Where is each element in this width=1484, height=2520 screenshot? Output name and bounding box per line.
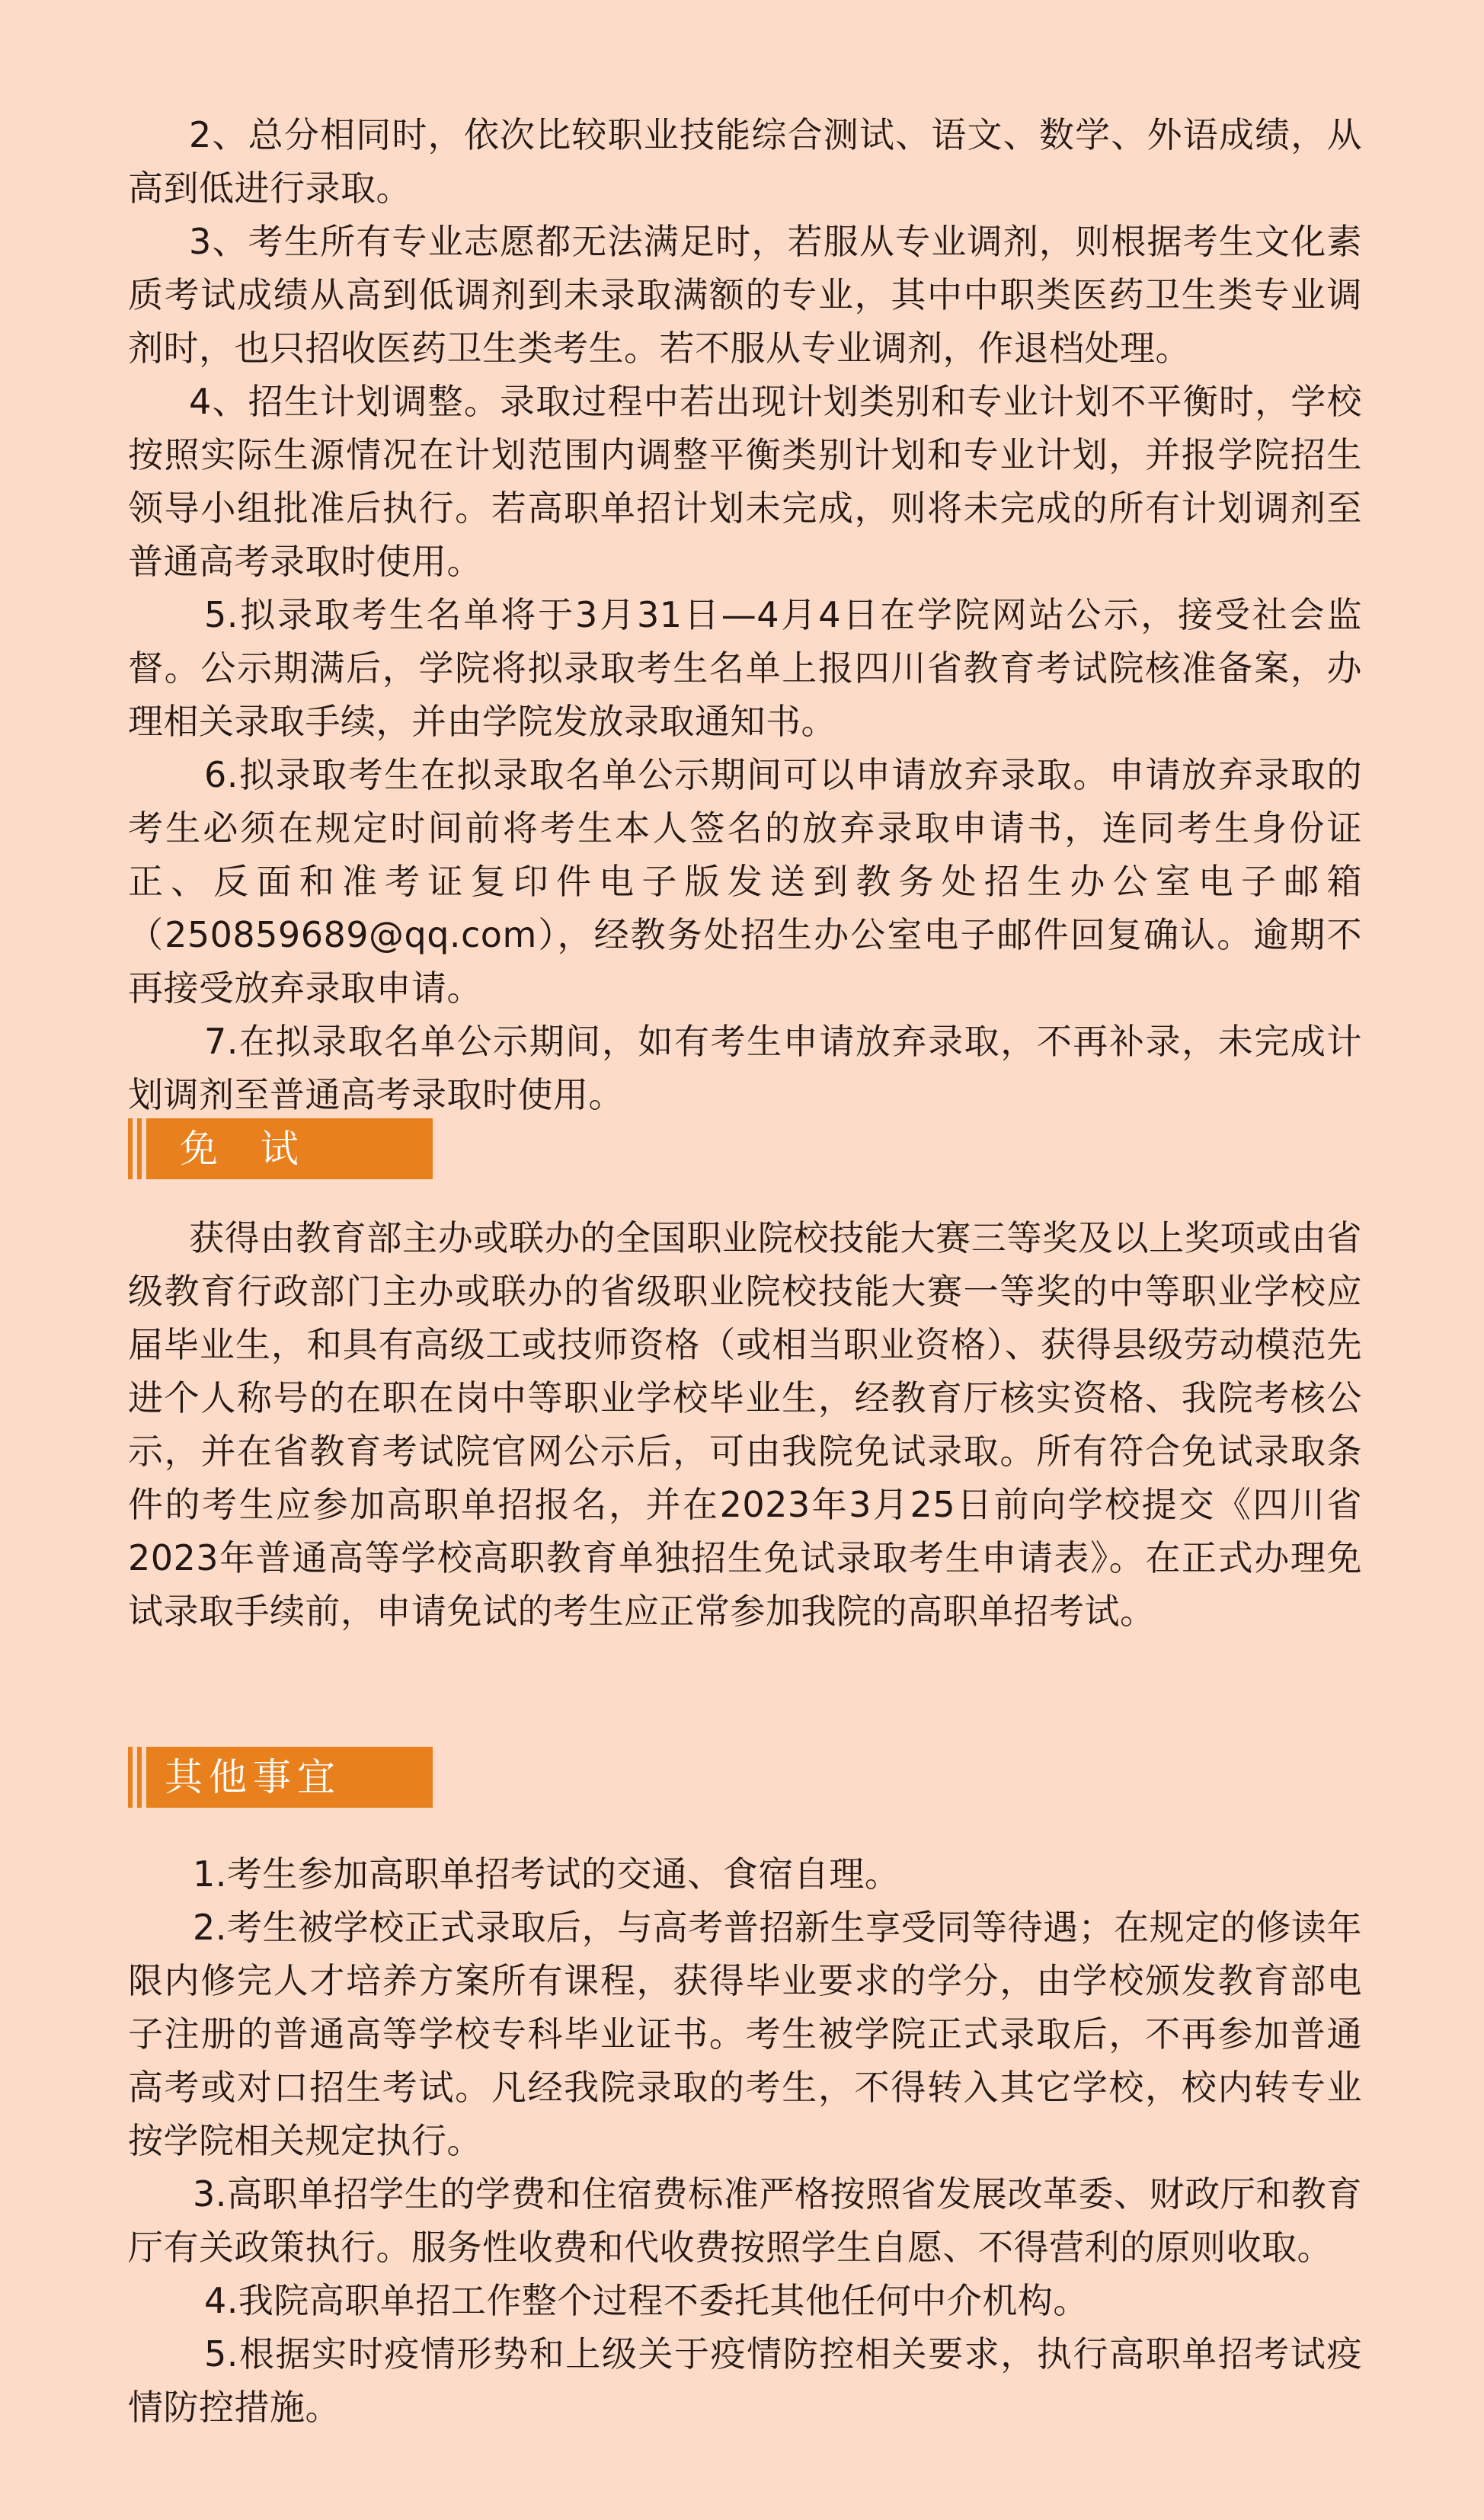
header-stripe — [137, 1118, 142, 1179]
paragraph-rule-2: 2、总分相同时，依次比较职业技能综合测试、语文、数学、外语成绩，从高到低进行录取。 — [128, 114, 1362, 209]
paragraph-rule-7: 7.在拟录取名单公示期间，如有考生申请放弃录取，不再补录，未完成计划调剂至普通高考录取时使用。 — [128, 1021, 1362, 1115]
paragraph-other-4: 4.我院高职单招工作整个过程不委托其他任何中介机构。 — [204, 2280, 1089, 2321]
other-matters-text — [128, 1847, 1362, 2434]
paragraph-rule-4: 4、招生计划调整。录取过程中若出现计划类别和专业计划不平衡时，学校按照实际生源情况在计划范围内调整平衡类别计划和专业计划，并报学院招生领导小组批准后执行。若高职单招计划未完成，则将未完成的所有计划调剂至普通高考录取时使用。 — [128, 381, 1362, 582]
paragraph-other-3: 3.高职单招学生的学费和住宿费标准严格按照省发展改革委、财政厅和教育厅有关政策执行。服务性收费和代收费按照学生自愿、不得营利的原则收取。 — [128, 2173, 1362, 2268]
header-stripe — [137, 1747, 142, 1808]
admission-rules-text — [128, 108, 1362, 1121]
paragraph-other-5: 5.根据实时疫情形势和上级关于疫情防控相关要求，执行高职单招考试疫情防控措施。 — [128, 2333, 1362, 2428]
header-stripe — [128, 1118, 133, 1179]
paragraph-rule-5: 5.拟录取考生名单将于3月31日—4月4日在学院网站公示，接受社会监督。公示期满后，学院将拟录取考生名单上报四川省教育考试院核准备案，办理相关录取手续，并由学院发放录取通知书。 — [128, 594, 1362, 742]
paragraph-rule-6: 6.拟录取考生在拟录取名单公示期间可以申请放弃录取。申请放弃录取的考生必须在规定时间前将考生本人签名的放弃录取申请书，连同考生身份证正、反面和准考证复印件电子版发送到教务处招生办公室电子邮箱（250859689@qq.com），经教务处招生办公室电子邮件回复确认。逾期不再接受放弃录取申请。 — [128, 754, 1362, 1009]
paragraph-other-1: 1.考生参加高职单招考试的交通、食宿自理。 — [193, 1853, 900, 1895]
exemption-text — [128, 1211, 1362, 1638]
paragraph-exemption: 获得由教育部主办或联办的全国职业院校技能大赛三等奖及以上奖项或由省级教育行政部门主办或联办的省级职业院校技能大赛一等奖的中等职业学校应届毕业生，和具有高级工或技师资格（或相当职业资格）、获得县级劳动模范先进个人称号的在职在岗中等职业学校毕业生，经教育厅核实资格、我院考核公示，并在省教育考试院官网公示后，可由我院免试录取。所有符合免试录取条件的考生应参加高职单招报名，并在2023年3月25日前向学校提交《四川省2023年普通高等学校高职教育单独招生免试录取考生申请表》。在正式办理免试录取手续前，申请免试的考生应正常参加我院的高职单招考试。 — [128, 1217, 1362, 1632]
section-header-exemption — [128, 1118, 433, 1179]
section-title-other-matters: 其他事宜 — [146, 1747, 433, 1808]
section-header-other-matters — [128, 1747, 433, 1808]
paragraph-rule-3: 3、考生所有专业志愿都无法满足时，若服从专业调剂，则根据考生文化素质考试成绩从高到低调剂到未录取满额的专业，其中中职类医药卫生类专业调剂时，也只招收医药卫生类考生。若不服从专业调剂，作退档处理。 — [128, 221, 1362, 369]
paragraph-other-2: 2.考生被学校正式录取后，与高考普招新生享受同等待遇；在规定的修读年限内修完人才培养方案所有课程，获得毕业要求的学分，由学校颁发教育部电子注册的普通高等学校专科毕业证书。考生被学院正式录取后，不再参加普通高考或对口招生考试。凡经我院录取的考生，不得转入其它学校，校内转专业按学院相关规定执行。 — [128, 1907, 1362, 2161]
header-stripe — [128, 1747, 133, 1808]
section-title-exemption: 免 试 — [146, 1118, 433, 1179]
